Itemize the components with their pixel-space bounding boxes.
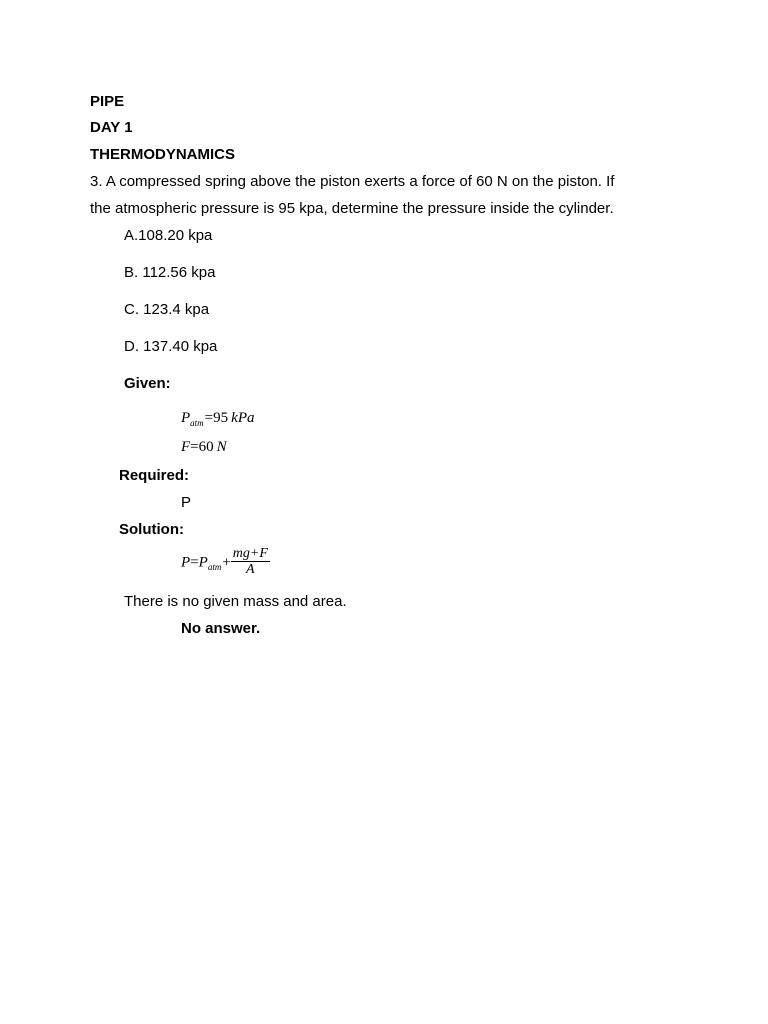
- solution-p-symbol: P: [198, 554, 208, 571]
- given-eq2-equals: =: [190, 439, 199, 455]
- given-equation-pressure: [181, 410, 254, 427]
- choice-a: A.108.20 kpa: [124, 227, 213, 244]
- given-eq1-subscript: atm: [190, 418, 204, 428]
- given-label: Given:: [124, 375, 171, 392]
- given-eq1-symbol: P: [181, 410, 191, 426]
- question-line-2: the atmospheric pressure is 95 kpa, determine the pressure inside the cylinder.: [90, 200, 614, 217]
- choice-b: B. 112.56 kpa: [124, 264, 216, 281]
- choice-d: D. 137.40 kpa: [124, 338, 218, 355]
- solution-equals: =: [190, 554, 199, 571]
- question-line-1: 3. A compressed spring above the piston exerts a force of 60 N on the piston. If: [90, 173, 615, 190]
- given-eq1-equals: =: [204, 410, 214, 426]
- doc-heading-pipe: PIPE: [90, 93, 125, 110]
- required-label: Required:: [119, 467, 190, 484]
- given-eq2-symbol: F: [181, 439, 191, 455]
- required-value: P: [181, 494, 192, 511]
- solution-plus: +: [222, 554, 231, 571]
- solution-equation: [181, 547, 270, 579]
- doc-heading-subject: THERMODYNAMICS: [90, 146, 235, 163]
- given-equation-force: [181, 439, 227, 456]
- doc-heading-day: DAY 1: [90, 119, 133, 136]
- solution-denominator: A: [246, 562, 255, 577]
- given-eq1-unit: kPa: [231, 410, 255, 426]
- choice-c: C. 123.4 kpa: [124, 301, 210, 318]
- given-eq1-value: 95: [213, 410, 229, 426]
- solution-subscript: atm: [207, 562, 222, 573]
- given-eq2-unit: N: [216, 439, 227, 455]
- solution-answer: No answer.: [181, 620, 261, 637]
- solution-lhs: P: [181, 554, 191, 571]
- given-eq2-value: 60: [198, 439, 214, 455]
- solution-fraction: [231, 546, 270, 578]
- solution-note: There is no given mass and area.: [124, 593, 347, 610]
- solution-numerator: mg+F: [232, 546, 268, 561]
- solution-label: Solution:: [119, 521, 184, 538]
